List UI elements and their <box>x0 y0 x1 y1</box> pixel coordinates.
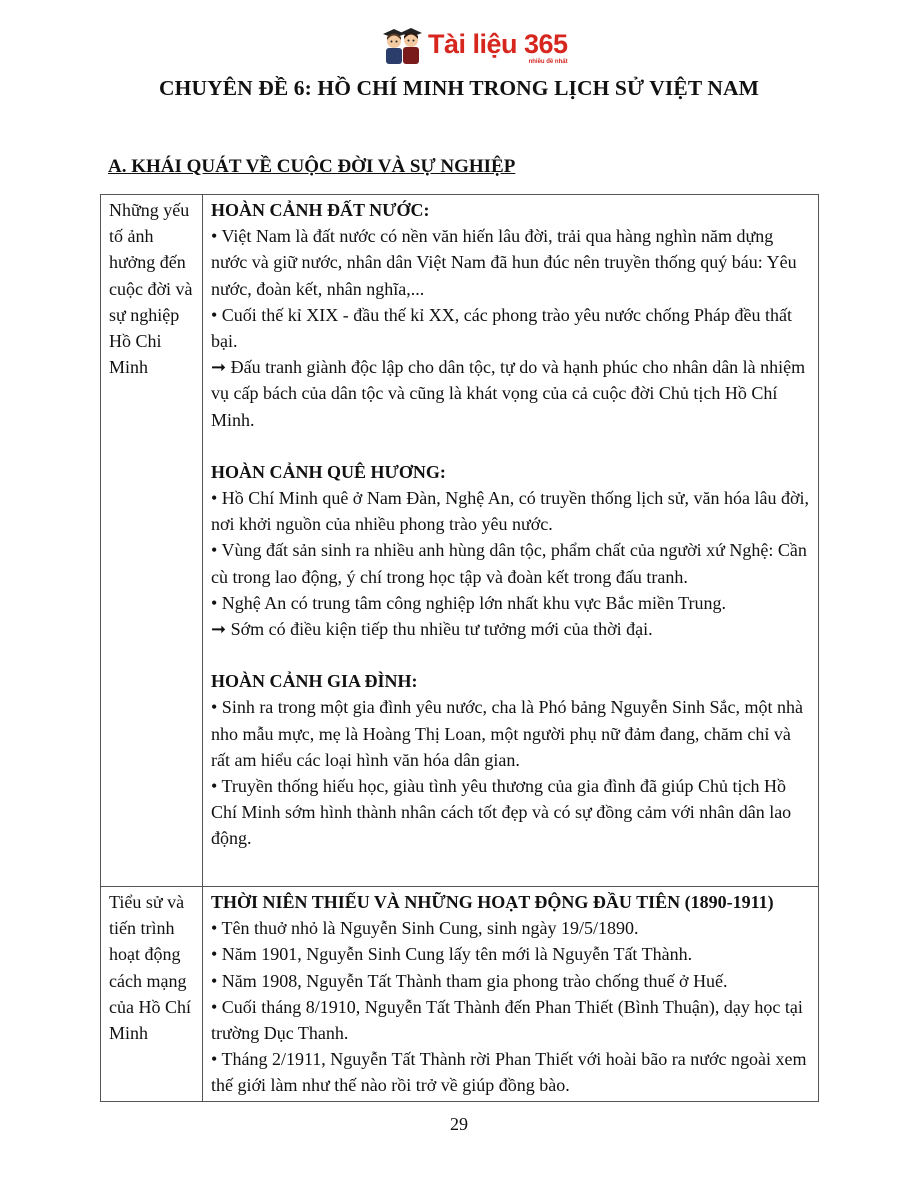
list-item: • Sinh ra trong một gia đình yêu nước, cha là Phó bảng Nguyễn Sinh Sắc, một nhà nho mẫu mực, mẹ là Hoàng Thị Loan, một người phụ nữ đảm đang, chăm chỉ và rất am hiểu các loại hình văn hóa dân gian. <box>211 697 803 770</box>
list-item: • Tháng 2/1911, Nguyễn Tất Thành rời Phan Thiết với hoài bão ra nước ngoài xem thế giới làm như thế nào rồi trở về giúp đồng bào. <box>211 1049 807 1096</box>
row-content <box>203 195 819 887</box>
row-label: Tiểu sử và tiến trình hoạt động cách mạng của Hồ Chí Minh <box>101 887 203 1102</box>
students-mascot-icon <box>380 22 424 66</box>
table-row <box>101 195 819 887</box>
page-number: 29 <box>450 1114 468 1134</box>
section-heading: A. KHÁI QUÁT VỀ CUỘC ĐỜI VÀ SỰ NGHIỆP <box>108 156 516 177</box>
list-item: • Tên thuở nhỏ là Nguyễn Sinh Cung, sinh ngày 19/5/1890. <box>211 918 639 939</box>
logo-tagline: nhiều đề nhất <box>528 58 568 65</box>
row-content <box>203 887 819 1102</box>
block-heading: HOÀN CẢNH ĐẤT NƯỚC: <box>211 200 430 220</box>
list-item: • Cuối tháng 8/1910, Nguyễn Tất Thành đến Phan Thiết (Bình Thuận), dạy học tại trường Dục Thanh. <box>211 996 803 1044</box>
list-item: • Truyền thống hiếu học, giàu tình yêu thương của gia đình đã giúp Chủ tịch Hồ Chí Minh sớm hình thành nhân cách tốt đẹp và có sự đồng cảm với nhân dân lao động. <box>211 776 792 849</box>
list-item: • Năm 1901, Nguyễn Sinh Cung lấy tên mới là Nguyễn Tất Thành. <box>211 944 693 965</box>
block-heading: HOÀN CẢNH GIA ĐÌNH: <box>211 671 418 692</box>
document-title: CHUYÊN ĐỀ 6: HỒ CHÍ MINH TRONG LỊCH SỬ VIỆT NAM <box>159 76 759 100</box>
table-row <box>101 887 819 1102</box>
list-item: • Vùng đất sản sinh ra nhiều anh hùng dân tộc, phẩm chất của người xứ Nghệ: Cần cù trong lao động, ý chí trong học tập và đoàn kết trong đấu tranh. <box>211 540 807 587</box>
conclusion-item: ➞ Đấu tranh giành độc lập cho dân tộc, tự do và hạnh phúc cho nhân dân là nhiệm vụ cấp bách của dân tộc và cũng là khát vọng của cả cuộc đời Chủ tịch Hồ Chí Minh. <box>211 357 806 430</box>
list-item: • Việt Nam là đất nước có nền văn hiến lâu đời, trải qua hàng nghìn năm dựng nước và giữ nước, nhân dân Việt Nam đã hun đúc nên truyền thống quý báu: Yêu nước, đoàn kết, nhân nghĩa,... <box>211 226 797 299</box>
block-heading: THỜI NIÊN THIẾU VÀ NHỮNG HOẠT ĐỘNG ĐẦU TIÊN (1890-1911) <box>211 892 774 912</box>
conclusion-item: ➞ Sớm có điều kiện tiếp thu nhiều tư tưởng mới của thời đại. <box>211 619 653 640</box>
brand-logo <box>380 22 568 66</box>
content-table <box>100 194 819 1102</box>
logo-wordmark: Tài liệu 365 nhiều đề nhất <box>428 28 568 65</box>
list-item: • Nghệ An có trung tâm công nghiệp lớn nhất khu vực Bắc miền Trung. <box>211 592 727 613</box>
list-item: • Năm 1908, Nguyễn Tất Thành tham gia phong trào chống thuế ở Huế. <box>211 970 728 991</box>
list-item: • Hồ Chí Minh quê ở Nam Đàn, Nghệ An, có truyền thống lịch sử, văn hóa lâu đời, nơi khởi nguồn của nhiều phong trào yêu nước. <box>211 488 810 535</box>
list-item: • Cuối thế kỉ XIX - đầu thế kỉ XX, các phong trào yêu nước chống Pháp đều thất bại. <box>211 304 792 352</box>
row-label: Những yếu tố ảnh hưởng đến cuộc đời và sự nghiệp Hồ Chi Minh <box>101 195 203 887</box>
block-heading: HOÀN CẢNH QUÊ HƯƠNG: <box>211 461 446 482</box>
